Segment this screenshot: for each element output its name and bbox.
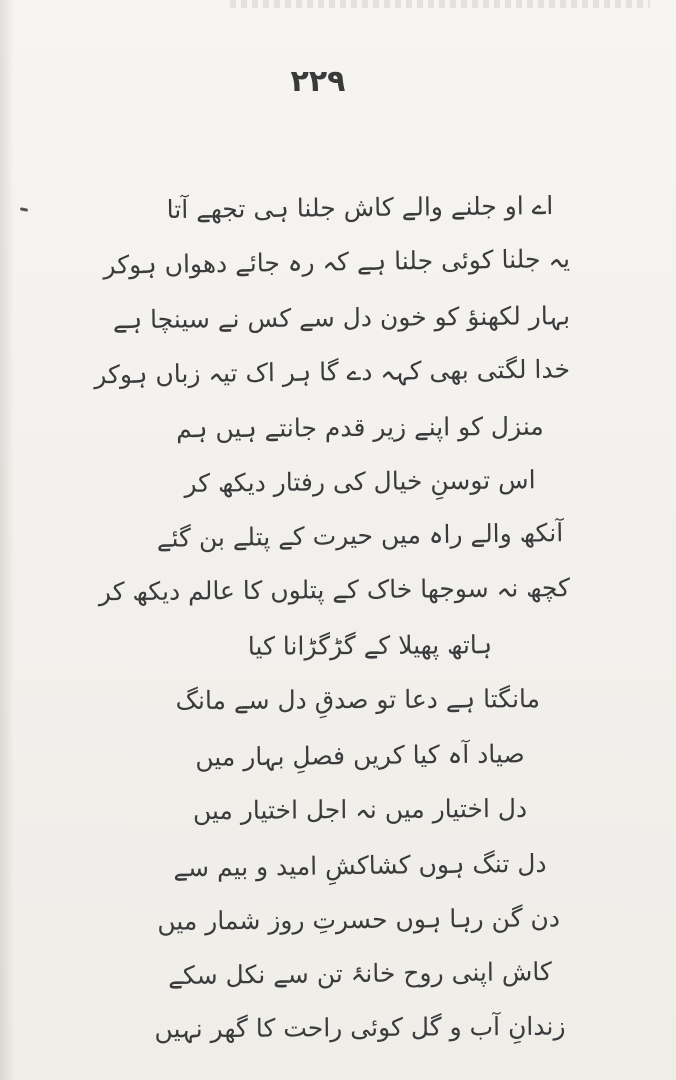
verse-line-5: منزل کو اپنے زیر قدم جانتے ہیں ہم	[176, 411, 544, 444]
page-number: ۲۲۹	[290, 64, 346, 99]
verse-line-12: دل اختیار میں نہ اجل اختیار میں	[192, 793, 528, 826]
verse-line-15: کاش اپنی روح خانۂ تن سے نکل سکے	[168, 956, 552, 991]
verse-line-14: دن گن رہا ہوں حسرتِ روز شمار میں	[157, 903, 561, 936]
show-through-text	[230, 0, 650, 8]
verse-line-13: دل تنگ ہوں کشاکشِ امید و بیم سے	[173, 848, 547, 883]
verse-line-11: صیاد آہ کیا کریں فصلِ بہار میں	[195, 739, 525, 772]
verse-line-7: آنکھ والے راہ میں حیرت کے پتلے بن گئے	[156, 518, 564, 553]
verse-line-9: ہاتھ پھیلا کے گڑگڑانا کیا	[247, 630, 493, 661]
verse-line-6: اس توسنِ خیال کی رفتار دیکھ کر	[184, 465, 536, 498]
verse-line-1: اے او جلنے والے کاش جلنا ہی تجھے آتا	[166, 190, 554, 225]
verse-line-8: کچھ نہ سوجھا خاک کے پتلوں کا عالم دیکھ کر	[98, 573, 571, 607]
verse-line-4: خدا لگتی بھی کہہ دے گا ہر اک تیہ زباں ہوکر	[94, 354, 571, 390]
verse-line-10: مانگتا ہے دعا تو صدقِ دل سے مانگ	[175, 684, 541, 716]
binding-shadow	[0, 0, 14, 1080]
verse-line-16: زندانِ آب و گل کوئی راحت کا گھر نہیں	[154, 1011, 566, 1044]
ink-mark	[20, 207, 28, 212]
verse-line-3: بہار لکھنؤ کو خون دل سے کس نے سینچا ہے	[112, 301, 571, 335]
verse-line-2: یہ جلنا کوئی جلنا ہے کہ رہ جائے دھواں ہوکر	[103, 244, 571, 280]
